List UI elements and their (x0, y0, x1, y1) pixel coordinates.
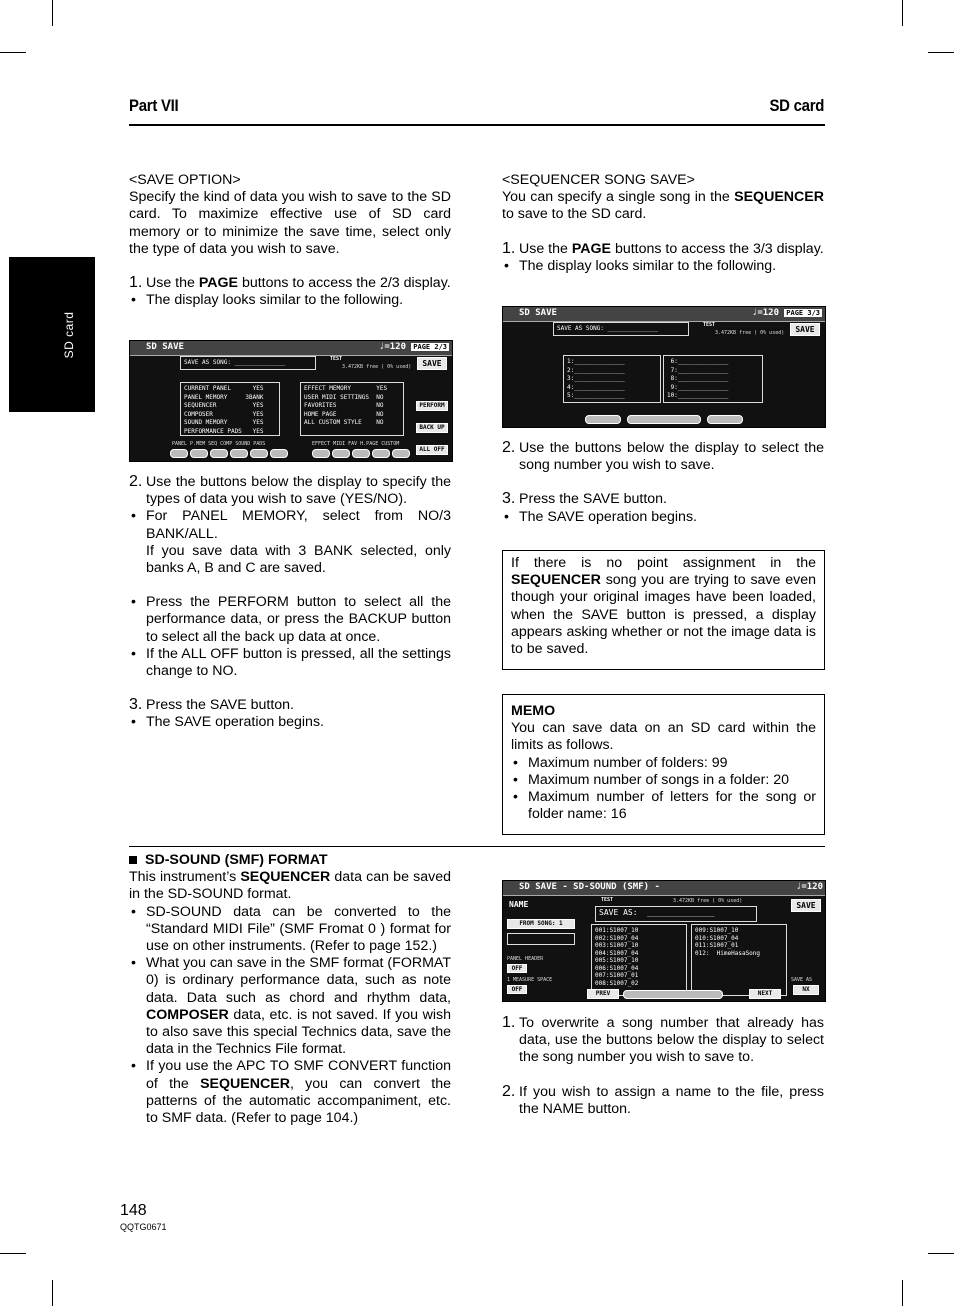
bullet: • The SAVE operation begins. (502, 509, 824, 526)
save-button[interactable]: SAVE (417, 357, 447, 370)
bottom-labels-left: PANEL P.MEM SEQ COMP SOUND PADS (172, 441, 266, 447)
screen-title: SD SAVE - SD-SOUND (SMF) - (519, 882, 660, 892)
scroll-button[interactable] (627, 415, 701, 424)
bullet: • Press the PERFORM button to select all the performance data, or press the BACKUP button to select all the back up data at once. (129, 594, 451, 646)
measure-space-label: 1 MEASURE SPACE (507, 977, 553, 983)
screen-title: SD SAVE (519, 308, 557, 318)
smf-heading: SD-SOUND (SMF) FORMAT (129, 852, 451, 869)
bullet: • If you use the APC TO SMF CONVERT function of the SEQUENCER, you can convert the patterns of the automatic accompaniment, etc. to SMF data. (Refer to page 104.) (129, 1058, 451, 1127)
square-bullet-icon (129, 856, 137, 864)
side-tab (9, 257, 95, 412)
step-1: 1. Use the PAGE buttons to access the 2/3 display. (129, 274, 451, 292)
save-option-list-left: CURRENT PANEL YES PANEL MEMORY 3BANK SEQUENCER YES COMPOSER YES SOUND MEMORY YES PERFORMANCE PADS YES (180, 382, 280, 436)
free-space: 3.472KB free ( 0% used) (342, 364, 412, 370)
option-button[interactable] (250, 449, 268, 458)
save-as-format-label: SAVE AS (791, 977, 813, 983)
option-button[interactable] (270, 449, 288, 458)
option-button[interactable] (352, 449, 370, 458)
all-off-button[interactable]: ALL OFF (416, 445, 448, 455)
memo-item: • Maximum number of letters for the song or folder name: 16 (511, 789, 816, 823)
crop-mark (0, 52, 26, 53)
folder-name: TEST (703, 322, 716, 328)
note-text: If there is no point assignment in the SEQUENCER song you are trying to save even though your original images have been loaded, when the SAVE button is pressed, a display appears asking whether or not the image data is to be saved. (511, 555, 816, 658)
song-list-right[interactable]: 6:______________ 7:______________ 8:______________ 9:______________ 10:______________ (663, 355, 763, 403)
next-button[interactable] (707, 415, 743, 424)
name-field[interactable] (507, 933, 575, 945)
section-rule (129, 846, 825, 847)
smf-steps (502, 1015, 824, 1118)
option-button[interactable] (372, 449, 390, 458)
prev-button[interactable] (585, 415, 621, 424)
page-number: 148 (120, 1202, 147, 1219)
step-3: 3. Press the SAVE button. (502, 490, 667, 508)
save-as-field[interactable]: SAVE AS SONG: ______________ (553, 322, 689, 336)
option-button[interactable] (332, 449, 350, 458)
song-list-right[interactable]: 009:S1007_10 010:S1007_04 011:S1007_01 012: HimeHasaSong (691, 924, 787, 996)
save-as-field[interactable]: SAVE AS SONG: ______________ (180, 356, 316, 370)
option-button[interactable] (170, 449, 188, 458)
step-2: 2. Use the buttons below the display to select the song number you wish to save. (502, 439, 824, 474)
step-3: 3. Press the SAVE button. (129, 696, 294, 714)
option-button[interactable] (392, 449, 410, 458)
header-rule (129, 124, 825, 126)
song-list-left[interactable]: 1:______________ 2:______________ 3:______________ 4:______________ 5:______________ (563, 355, 661, 403)
step-2: 2. Use the buttons below the display to specify the types of data you wish to save (YES/NO). (129, 473, 451, 508)
save-option-intro: Specify the kind of data you wish to save to the SD card. To maximize effective use of SD card memory or to minimize the save time, select only the type of data you wish to save. (129, 189, 451, 257)
bullet-continuation: If you save data with 3 BANK selected, only banks A, B and C are saved. (146, 542, 451, 577)
document-code: QQTG0671 (120, 1222, 167, 1232)
side-tab-label: SD card (62, 311, 76, 358)
sd-sound-smf-screen (502, 880, 826, 1002)
option-button[interactable] (190, 449, 208, 458)
sd-save-screen-page3 (502, 306, 826, 428)
note-box (502, 550, 825, 670)
memo-intro: You can save data on an SD card within the limits as follows. (511, 720, 816, 754)
measure-space-toggle[interactable]: OFF (507, 985, 527, 994)
step-1: 1. Use the PAGE buttons to access the 3/3 display. (502, 239, 824, 257)
save-as-field[interactable]: SAVE AS: ______________ (595, 906, 757, 922)
crop-mark (928, 52, 954, 53)
memo-item: • Maximum number of folders: 99 (511, 755, 816, 772)
crop-mark (52, 1280, 53, 1306)
crop-mark (928, 1253, 954, 1254)
from-song-button[interactable]: FROM SONG: 1 (507, 919, 575, 929)
backup-button[interactable]: BACK UP (416, 423, 448, 433)
tempo: ♩=120 (378, 342, 406, 352)
crop-mark (902, 1280, 903, 1306)
sequencer-song-save-section (502, 172, 824, 275)
save-option-heading: <SAVE OPTION> (129, 172, 241, 188)
nx-button[interactable]: NX (793, 985, 819, 995)
smf-format-section (129, 852, 451, 1127)
folder-name: TEST (330, 356, 343, 362)
step-1: 1. To overwrite a song number that already has data, use the buttons below the display to select the song number you wish to save to. (502, 1014, 824, 1066)
section-title: SD card (769, 96, 824, 115)
sequencer-save-heading: <SEQUENCER SONG SAVE> (502, 172, 695, 188)
bullet: • What you can save in the SMF format (FORMAT 0) is ordinary performance data, such as note data. Data such as chord and rhythm data, COMPOSER data, etc. is not saved. If you wish to also save this special Technics data, save the data in the Technics File format. (129, 955, 451, 1058)
crop-mark (902, 0, 903, 26)
bullet: • The SAVE operation begins. (129, 714, 451, 731)
sequencer-save-steps (502, 440, 824, 526)
step-2: 2. If you wish to assign a name to the file, press the NAME button. (502, 1082, 824, 1117)
memo-item: • Maximum number of songs in a folder: 20 (511, 772, 816, 789)
folder-name: TEST (601, 897, 614, 903)
next-button[interactable]: NEXT (749, 989, 781, 999)
song-list-left[interactable]: 001:S1007_10 002:S1007_04 003:S1007_10 004:S1007_04 005:S1007_10 006:S1007_04 007:S1007_01 008:S1007_02 (591, 924, 687, 996)
scroll-button[interactable] (623, 990, 723, 999)
bullet: • SD-SOUND data can be converted to the “Standard MIDI File” (SMF Fromat 0 ) format for use on other instruments. (Refer to page 152.) (129, 904, 451, 956)
save-button[interactable]: SAVE (791, 899, 821, 912)
memo-title: MEMO (511, 703, 556, 719)
bullet: • The display looks similar to the following. (129, 292, 451, 309)
sd-save-screen-page2 (129, 340, 453, 462)
option-button[interactable] (230, 449, 248, 458)
part-title: Part VII (129, 96, 179, 115)
name-label[interactable]: NAME (509, 900, 529, 909)
panel-header-label: PANEL HEADER (507, 956, 544, 962)
option-button[interactable] (210, 449, 228, 458)
smf-intro: This instrument’s SEQUENCER data can be saved in the SD-SOUND format. (129, 869, 451, 903)
prev-button[interactable]: PREV (587, 989, 619, 999)
page-indicator: PAGE 3/3 (786, 309, 820, 317)
crop-mark (0, 1253, 26, 1254)
page-indicator: PAGE 2/3 (413, 343, 447, 351)
free-space: 3.472KB free ( 0% used) (673, 898, 743, 904)
tempo: ♩=120 (751, 308, 779, 318)
perform-button[interactable]: PERFORM (416, 401, 448, 411)
memo-box (502, 694, 825, 835)
bullet: • The display looks similar to the following. (502, 258, 824, 275)
sequencer-save-intro: You can specify a single song in the SEQUENCER to save to the SD card. (502, 189, 824, 223)
crop-mark (52, 0, 53, 26)
panel-header-toggle[interactable]: OFF (507, 964, 527, 973)
option-button[interactable] (312, 449, 330, 458)
screen-title: SD SAVE (146, 342, 184, 352)
bullet: • If the ALL OFF button is pressed, all the settings change to NO. (129, 646, 451, 680)
bullet: • For PANEL MEMORY, select from NO/3 BANK/ALL. (129, 508, 451, 542)
save-button[interactable]: SAVE (790, 323, 820, 336)
save-option-section (129, 172, 451, 309)
tempo: ♩=120 (795, 882, 823, 892)
save-option-list-right: EFFECT MEMORY YES USER MIDI SETTINGS NO FAVORITES NO HOME PAGE NO ALL CUSTOM STYLE NO (300, 382, 404, 436)
bottom-labels-right: EFFECT MIDI FAV H.PAGE CUSTOM (312, 441, 400, 447)
save-option-steps (129, 474, 451, 732)
free-space: 3.472KB free ( 0% used) (715, 330, 785, 336)
